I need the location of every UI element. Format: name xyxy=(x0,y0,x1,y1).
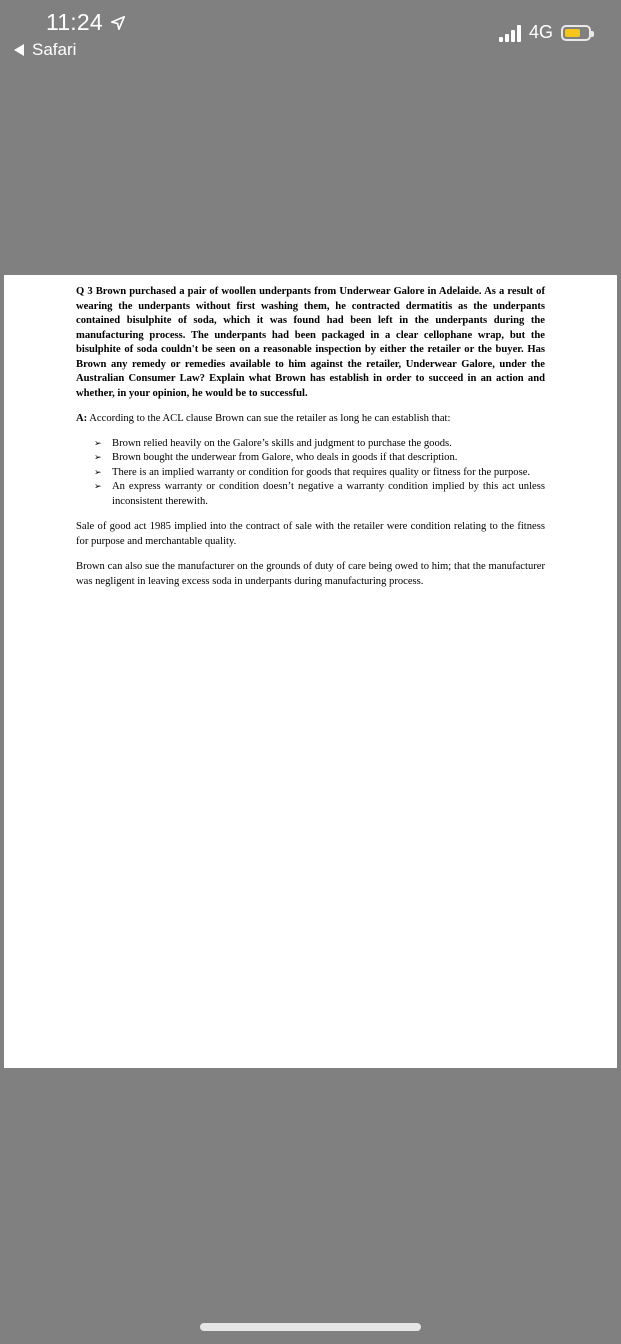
back-to-safari-button[interactable] xyxy=(14,40,76,60)
location-arrow-icon xyxy=(109,14,127,32)
arrow-bullet-icon: ➢ xyxy=(94,482,102,492)
signal-bars-icon xyxy=(499,24,523,42)
arrow-bullet-icon: ➢ xyxy=(94,453,102,463)
list-item: ➢ An express warranty or condition doesn’t negative a warranty condition implied by this act unless inconsistent therewith. xyxy=(94,481,545,507)
question-text: Q 3 Brown purchased a pair of woollen underpants from Underwear Galore in Adelaide. As a result of wearing the underpants without first washing them, he contracted dermatitis as the underpants contained bisulphite of soda, which it was found had been left in the underpants during the manufacturing process. The underpants had been packaged in a clear cellophane wrap, but the bisulphite of soda couldn't be seen on a reasonable inspection by either the retailer or the buyer. Has Brown any remedy or remedies available to him against the retailer, Underwear Galore, under the Australian Consumer Law? Explain what Brown has establish in order to succeed in an action and whether, in your opinion, he would be to successful. xyxy=(76,286,545,399)
requirements-list xyxy=(76,437,545,510)
clock: 11:24 xyxy=(46,9,103,35)
list-item: ➢ Brown bought the underwear from Galore, who deals in goods if that description. xyxy=(94,451,545,466)
answer-intro-text: According to the ACL clause Brown can sue the retailer as long he can establish that: xyxy=(89,413,451,424)
arrow-bullet-icon: ➢ xyxy=(94,438,102,449)
status-time xyxy=(46,9,127,36)
battery-level xyxy=(565,29,580,37)
network-type: 4G xyxy=(528,22,553,42)
paragraph-manufacturer: Brown can also sue the manufacturer on the grounds of duty of care being owed to him; that the manufacturer was negligent in leaving excess soda in underpants during manufacturing process. xyxy=(76,561,545,587)
paragraph-sale-of-goods: Sale of good act 1985 implied into the contract of sale with the retailer were condition relating to the fitness for purpose and merchantable quality. xyxy=(76,521,545,547)
list-item: ➢ There is an implied warranty or condition for goods that requires quality or fitness for the purpose. xyxy=(94,466,545,481)
back-arrow-icon xyxy=(14,44,24,56)
list-item: ➢ Brown relied heavily on the Galore’s skills and judgment to purchase the goods. xyxy=(94,437,545,452)
back-label: Safari xyxy=(32,40,77,59)
document-page xyxy=(4,275,617,1068)
answer-label: A: xyxy=(76,413,88,424)
status-indicators xyxy=(499,22,591,43)
answer-intro xyxy=(76,412,545,427)
battery-icon xyxy=(561,25,591,41)
arrow-bullet-icon: ➢ xyxy=(94,467,102,478)
home-indicator[interactable] xyxy=(200,1323,421,1331)
